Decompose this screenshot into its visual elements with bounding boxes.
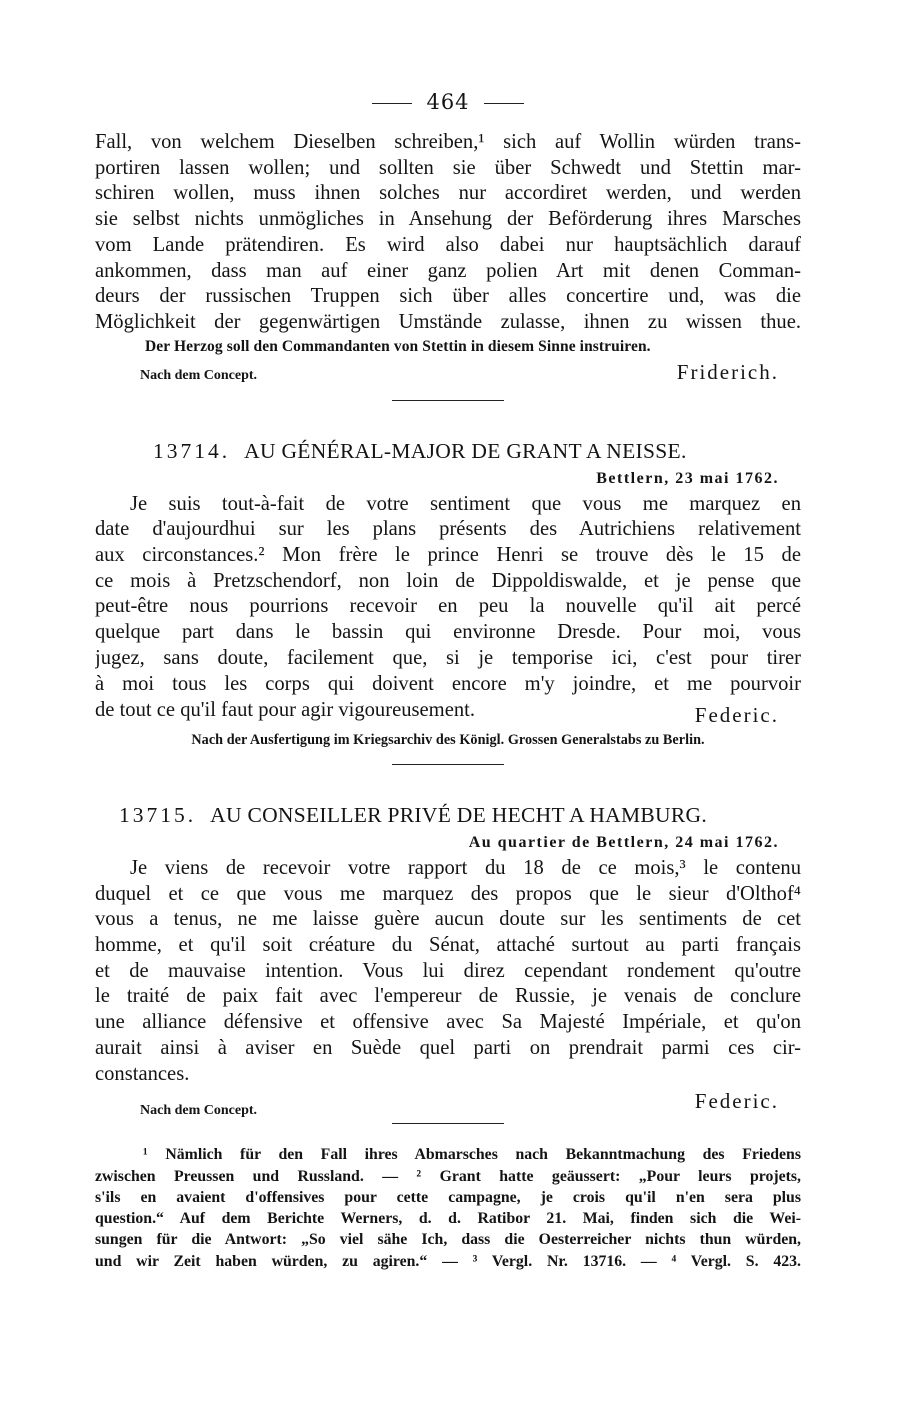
text-line: Je suis tout-à-fait de votre sentiment que vous me marquez en	[130, 492, 801, 515]
text-line: deurs der russischen Truppen sich über alles concertire und, was die	[95, 285, 801, 308]
text-line: sie selbst nichts unmögliches in Ansehung der Beförderung ihres Marsches	[95, 208, 801, 231]
letter-13714-place-date: Bettlern, 23 mai 1762.	[596, 469, 779, 487]
text-line: duquel et ce que vous me marquez des propos que le sieur d'Olthof⁴	[95, 882, 801, 905]
prev-letter-text	[95, 130, 801, 336]
letter-13714-number: 13714.	[153, 438, 231, 463]
letter-13715-heading: AU CONSEILLER PRIVÉ DE HECHT A HAMBURG.	[210, 802, 707, 827]
footnote-line: sungen für die Antwort: „So viel sähe Ich, dass die Oesterreicher nichts thun würden,	[95, 1231, 801, 1249]
header-dash-left	[372, 103, 412, 104]
text-line: à moi tous les corps qui doivent encore m'y joindre, et me pourvoir	[95, 672, 801, 695]
letter-13715-signature: Federic.	[694, 1089, 779, 1114]
letter-13715-footer	[95, 1089, 801, 1119]
letter-13715-text	[95, 856, 801, 1087]
footnote-line: und wir Zeit haben würden, zu agiren.“ — ³ Vergl. Nr. 13716. — ⁴ Vergl. S. 423.	[95, 1252, 801, 1270]
page-number: 464	[426, 90, 470, 114]
text-line: jugez, sans doute, facilement que, si je temporise ici, c'est pour tirer	[95, 646, 801, 669]
text-line: portiren lassen wollen; und sollten sie über Schwedt und Stettin mar-	[95, 156, 801, 179]
text-line: date d'aujourdhui sur les plans présents des Autrichiens relativement	[95, 518, 801, 541]
text-line: une alliance défensive et offensive avec Sa Majesté Impériale, et qu'on	[95, 1011, 801, 1034]
header-dash-right	[484, 103, 524, 104]
letter-13714-last-row	[95, 697, 801, 728]
text-line: Fall, von welchem Dieselben schreiben,¹ sich auf Wollin würden trans-	[95, 131, 801, 153]
prev-letter-signature: Friderich.	[676, 359, 779, 384]
page-header	[95, 82, 801, 122]
text-line: schiren wollen, muss ihnen solches nur accordiret werden, und werden	[95, 182, 801, 205]
footnote-line: s'ils en avaient d'offensives pour cette campagne, je crois qu'il n'en sera plus	[95, 1188, 801, 1206]
letter-13715-number: 13715.	[119, 802, 197, 827]
text-line: le traité de paix fait avec l'empereur de Russie, je venais de conclure	[95, 985, 801, 1008]
footnote-line: zwischen Preussen und Russland. — ² Grant hatte geäussert: „Pour leurs projets,	[95, 1167, 801, 1185]
text-line: Möglichkeit der gegenwärtigen Umstände zulasse, ihnen zu wissen thue.	[95, 310, 801, 333]
text-line: vom Lande prätendiren. Es wird also dabei nur hauptsächlich darauf	[95, 233, 801, 256]
prev-letter-footer	[95, 360, 801, 386]
text-line: de tout ce qu'il faut pour agir vigoureusement.	[95, 699, 476, 722]
letter-13714-signature: Federic.	[694, 703, 779, 728]
text-line: vous a tenus, ne me laisse guère aucun doute sur les sentiments de cet	[95, 908, 801, 931]
section-rule	[392, 1123, 504, 1124]
letter-13714-heading: AU GÉNÉRAL-MAJOR DE GRANT A NEISSE.	[244, 438, 687, 463]
letter-13715-heading-row	[95, 803, 801, 828]
text-line: quelque part dans le bassin qui environne Dresde. Pour moi, vous	[95, 621, 801, 644]
letter-13714-heading-row	[95, 439, 801, 464]
letter-13715-place-date: Au quartier de Bettlern, 24 mai 1762.	[468, 833, 779, 851]
prev-letter-source-note: Nach dem Concept.	[140, 367, 258, 383]
footnote-line: ¹ Nämlich für den Fall ihres Abmarsches nach Bekanntmachung des Friedens	[143, 1146, 801, 1164]
letter-13714-text	[95, 492, 801, 728]
section-rule	[392, 400, 504, 401]
letter-13715-source-note: Nach dem Concept.	[140, 1103, 258, 1119]
prev-letter-instruction: Der Herzog soll den Commandanten von Stettin in diesem Sinne instruiren.	[145, 337, 651, 355]
letter-13714-source-note: Nach der Ausfertigung im Kriegsarchiv des Königl. Grossen Generalstabs zu Berlin.	[191, 731, 705, 748]
footnotes	[95, 1144, 801, 1272]
text-line: et de mauvaise intention. Vous lui direz cependant rondement qu'outre	[95, 959, 801, 982]
text-line: constances.	[95, 1062, 190, 1085]
text-line: aux circonstances.² Mon frère le prince Henri se trouve dès le 15 de	[95, 544, 801, 567]
footnote-line: question.“ Auf dem Berichte Werners, d. d. Ratibor 21. Mai, finden sich die Wei-	[95, 1210, 801, 1228]
text-line: Je viens de recevoir votre rapport du 18 de ce mois,³ le contenu	[130, 856, 801, 879]
page	[95, 82, 801, 1272]
text-line: homme, et qu'il soit créature du Sénat, attaché surtout au parti français	[95, 934, 801, 957]
text-line: ankommen, dass man auf einer ganz polien Art mit denen Comman-	[95, 259, 801, 282]
text-line: aurait ainsi à aviser en Suède quel parti on prendrait parmi ces cir-	[95, 1036, 801, 1059]
text-line: peut-être nous pourrions recevoir en peu la nouvelle qu'il ait percé	[95, 595, 801, 618]
text-line: ce mois à Pretzschendorf, non loin de Dippoldiswalde, et je pense que	[95, 569, 801, 592]
section-rule	[392, 764, 504, 765]
